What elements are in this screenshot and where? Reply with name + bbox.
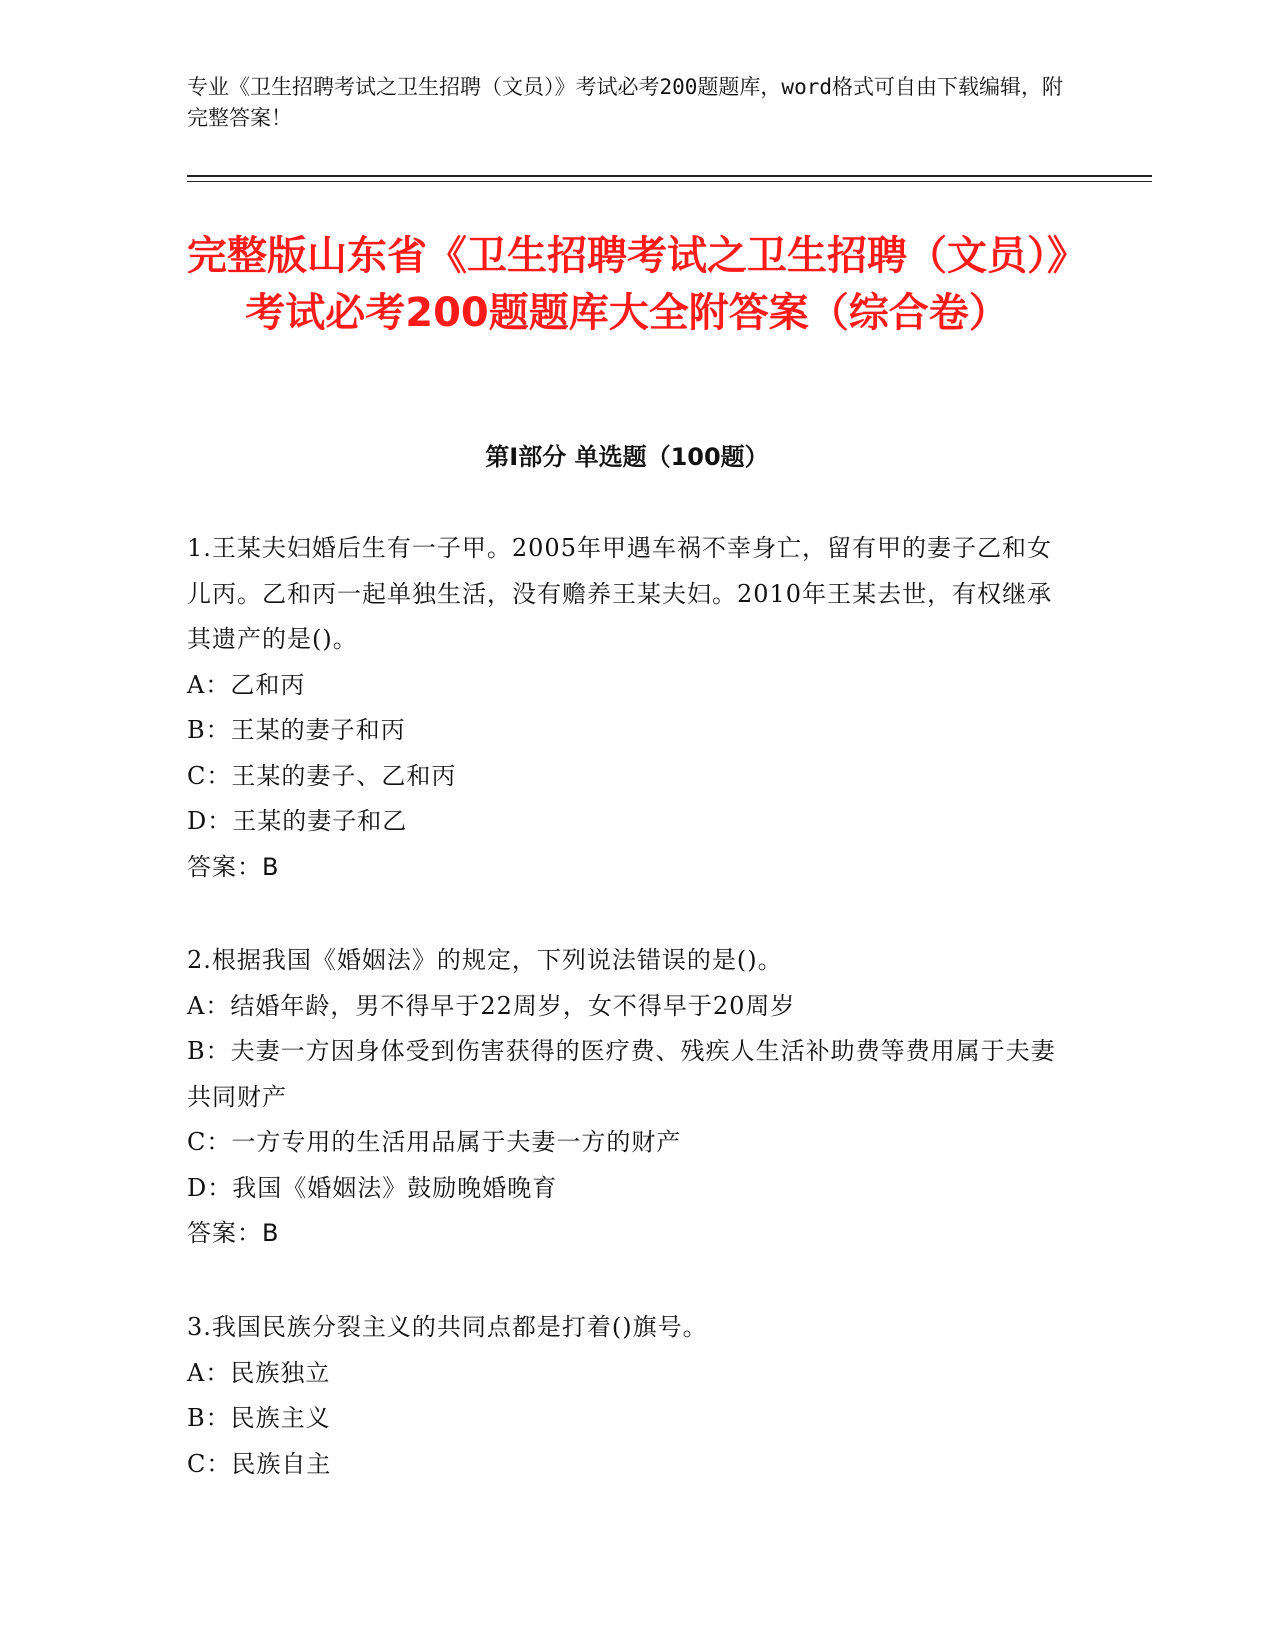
header-rule-thin — [187, 181, 1152, 182]
option-c: C：民族自主 — [187, 1449, 332, 1478]
option-a: A：乙和丙 — [187, 670, 306, 699]
option-d: D：我国《婚姻法》鼓励晚婚晚育 — [187, 1173, 558, 1202]
option-c: C：一方专用的生活用品属于夫妻一方的财产 — [187, 1128, 682, 1156]
question-stem: 3.我国民族分裂主义的共同点都是打着()旗号。 — [187, 1313, 708, 1341]
option-a: A：结婚年龄，男不得早于22周岁，女不得早于20周岁 — [187, 991, 796, 1020]
section-title: 第I部分 单选题（100题） — [485, 443, 769, 471]
option-a: A：民族独立 — [187, 1358, 331, 1387]
document-title: 完整版山东省《卫生招聘考试之卫生招聘（文员）》考试必考200题题库大全附答案（综合卷） — [187, 233, 1067, 336]
question-stem: 1.王某夫妇婚后生有一子甲。2005年甲遇车祸不幸身亡，留有甲的妻子乙和女儿丙。乙和丙一起单独生活，没有赡养王某夫妇。2010年王某去世，有权继承其遗产的是()。 — [187, 534, 1053, 653]
option-b: B：夫妻一方因身体受到伤害获得的医疗费、残疾人生活补助费等费用属于夫妻共同财产 — [187, 1037, 1056, 1111]
question-3 — [187, 1305, 1067, 1487]
answer: 答案：B — [187, 1219, 280, 1247]
question-stem: 2.根据我国《婚姻法》的规定，下列说法错误的是()。 — [187, 946, 783, 974]
option-b: B：王某的妻子和丙 — [187, 716, 406, 744]
question-1 — [187, 526, 1067, 890]
answer: 答案：B — [187, 852, 280, 881]
header-rule-thick — [187, 175, 1152, 177]
question-2 — [187, 938, 1067, 1257]
option-c: C：王某的妻子、乙和丙 — [187, 761, 457, 790]
option-b: B：民族主义 — [187, 1404, 331, 1432]
header-note: 专业《卫生招聘考试之卫生招聘（文员）》考试必考200题题库，word格式可自由下载编辑，附完整答案！ — [187, 75, 1063, 130]
option-d: D：王某的妻子和乙 — [187, 807, 408, 835]
